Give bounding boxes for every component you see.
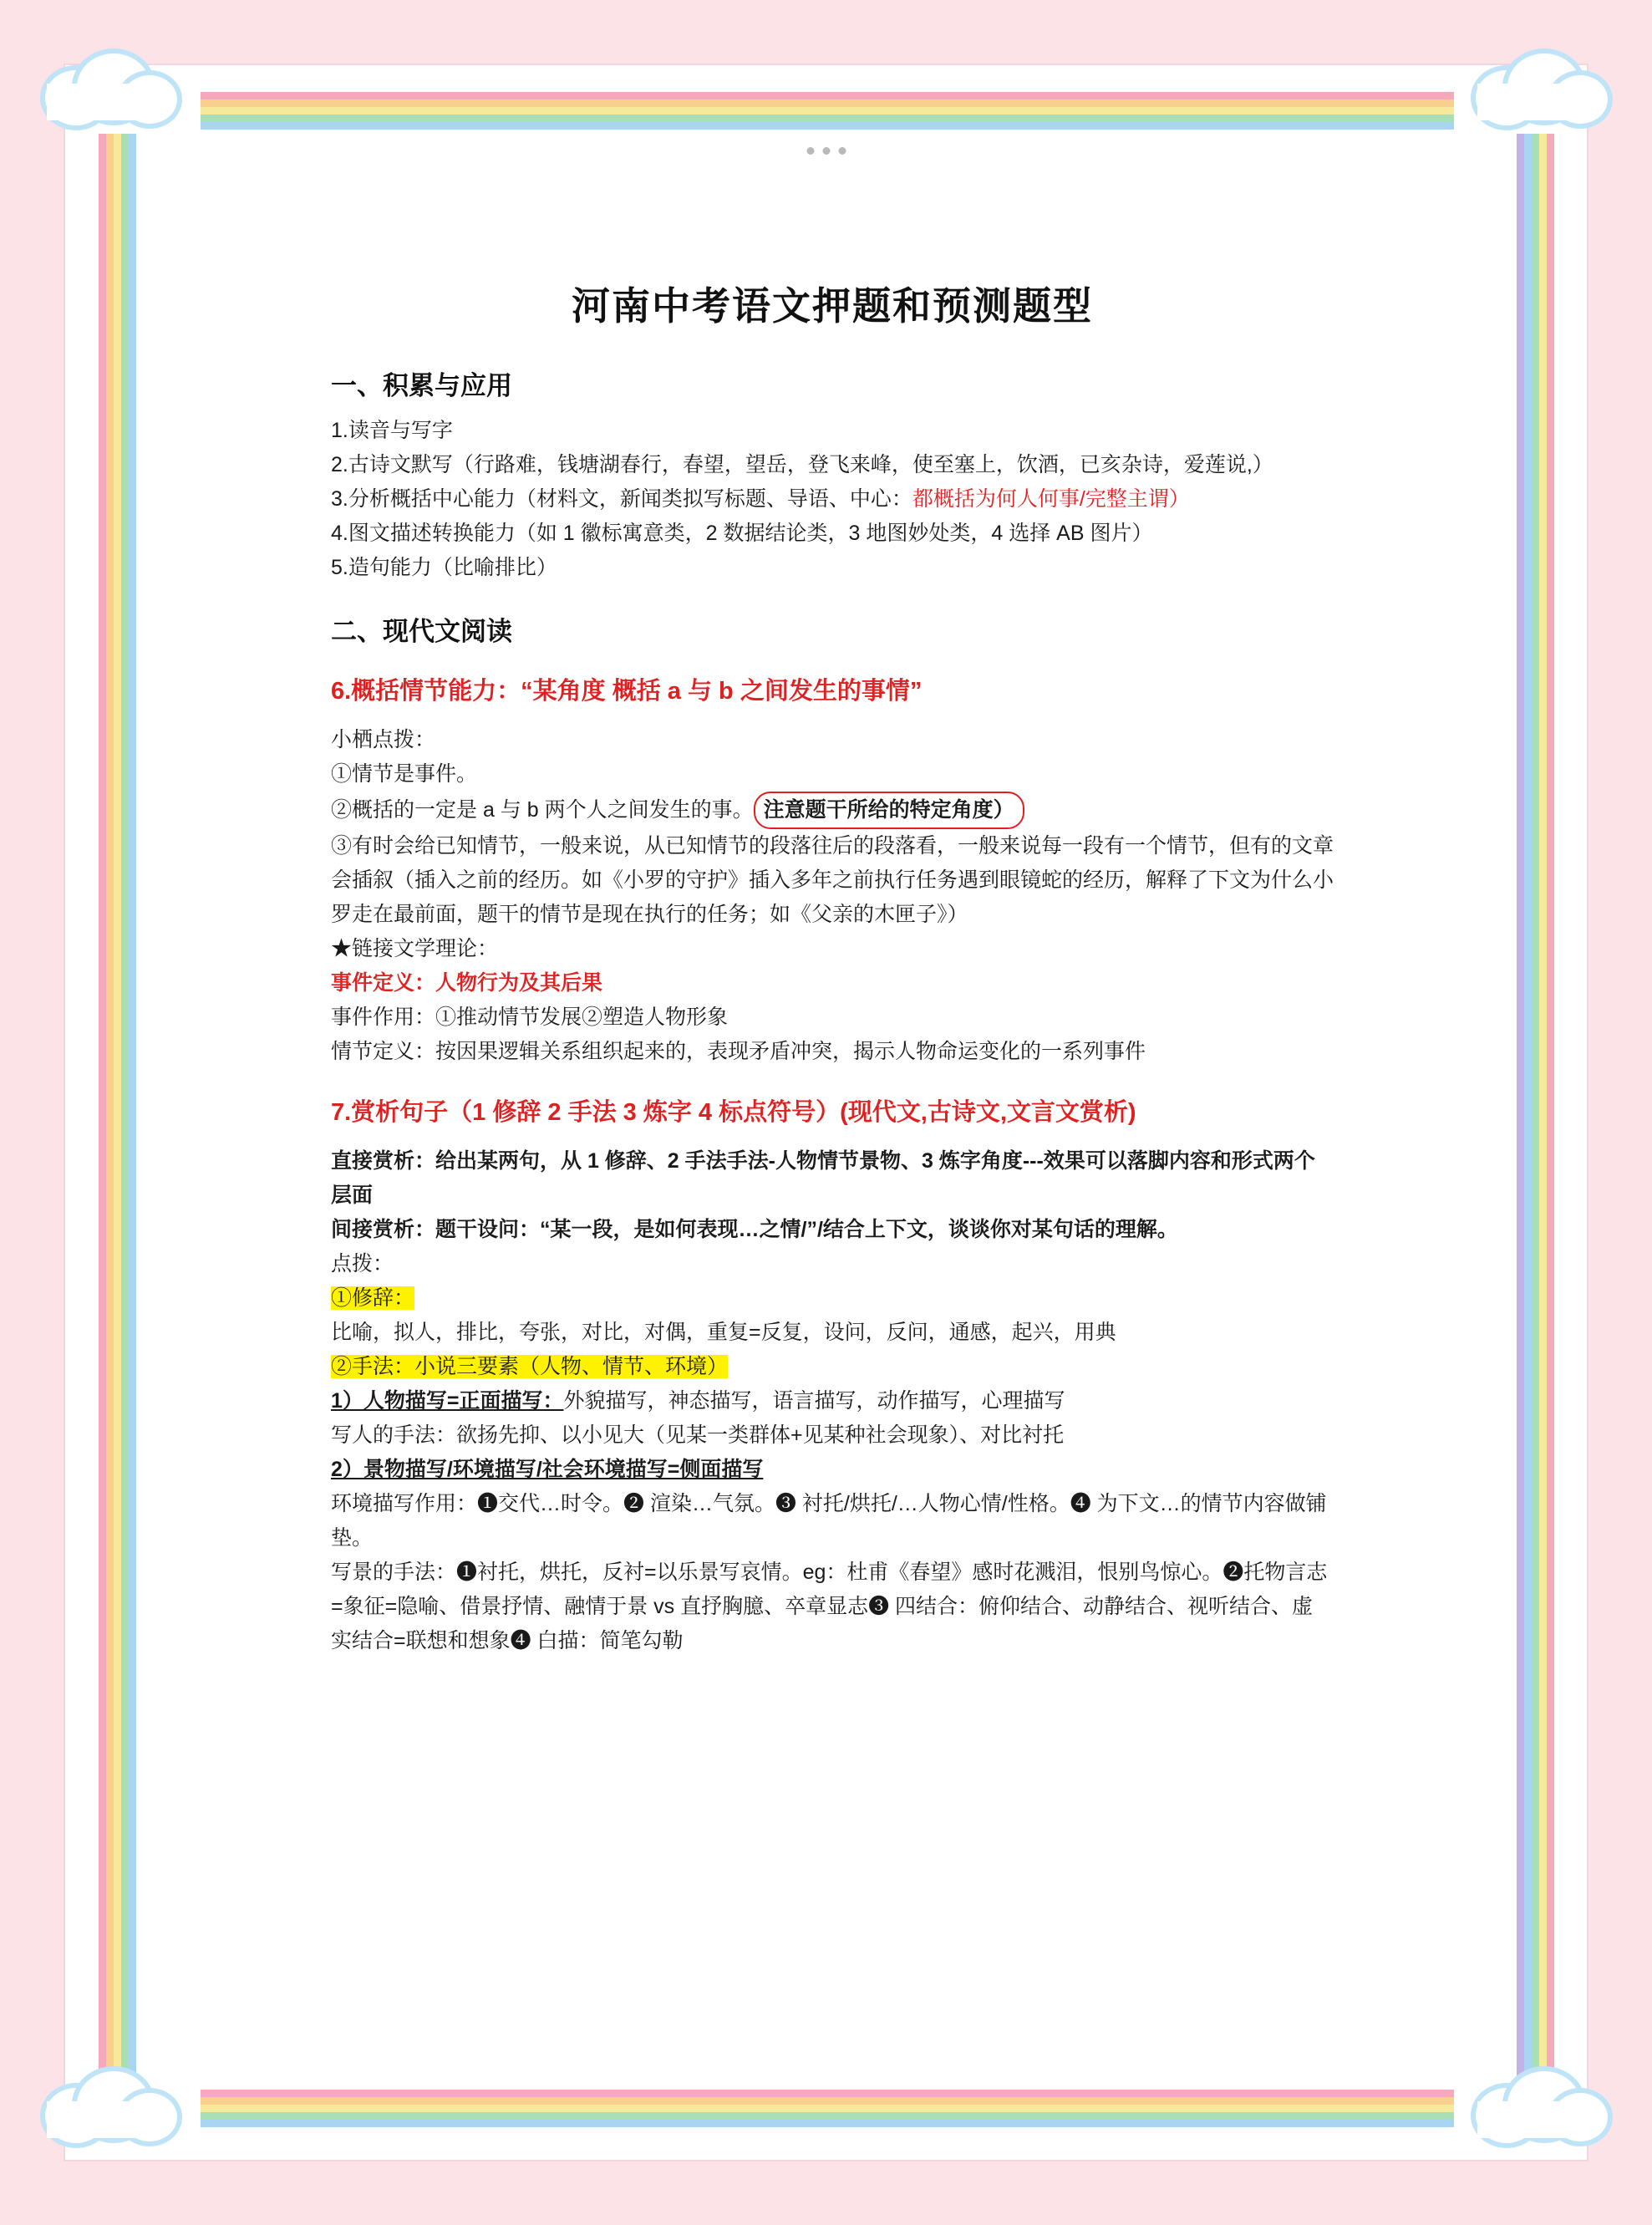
dot-3 [838,147,846,155]
dot-1 [806,147,814,155]
q7-item1-highlight: ①修辞： [331,1286,415,1310]
q7-sub1-line2: 写人的手法：欲扬先抑、以小见大（见某一类群体+见某种社会现象）、对比衬托 [331,1423,1065,1447]
more-options-icon[interactable] [806,147,846,155]
q7-indirect-text: 题干设问：“某一段，是如何表现…之情/”/结合上下文，谈谈你对某句话的理解。 [435,1218,1178,1241]
q7-direct-line [331,1144,1334,1213]
q7-sub2-line2: 写景的手法：❶衬托，烘托，反衬=以乐景写哀情。eg：杜甫《春望》感时花溅泪，恨别鸟惊心。❷托物言志=象征=隐喻、借景抒情、融情于景 vs 直抒胸臆、卒章显志❸ 四结合：俯仰结合、动静结合、视听结合、虚实结合=联想和想象❹ 白描：简笔勾勒 [331,1561,1328,1652]
q7-sub1-line [331,1384,1334,1418]
q7-indirect-label: 间接赏析： [331,1218,436,1241]
page-title: 河南中考语文押题和预测题型 [572,284,1093,328]
q6-event-definition-label: 事件定义： [331,971,436,995]
section1-line-4: 4.图文描述转换能力（如 1 徽标寓意类，2 数据结论类，3 地图妙处类，4 选择 AB 图片） [331,522,1153,545]
q6-line-3 [331,792,1334,829]
q6-line-8: 情节定义：按因果逻辑关系组织起来的，表现矛盾冲突，揭示人物命运变化的一系列事件 [331,1040,1146,1063]
q6-line-5: ★链接文学理论： [331,937,499,960]
q7-sub1-text: 外貌描写，神态描写，语言描写，动作描写，心理描写 [563,1389,1065,1413]
q7-direct-label: 直接赏析： [331,1149,436,1173]
q6-line-2: ①情节是事件。 [331,762,478,786]
q6-line-7: 事件作用：①推动情节发展②塑造人物形象 [331,1006,729,1029]
question-7-title: 7.赏析句子（1 修辞 2 手法 3 炼字 4 标点符号）(现代文,古诗文,文言文赏析) [331,1099,1136,1126]
cloud-decoration-bottom-left [40,2061,165,2141]
cloud-decoration-top-right [1471,43,1596,123]
q7-sub1-label: 1）人物描写=正面描写： [331,1389,564,1413]
q7-item2-line [331,1350,1334,1384]
q7-item2-highlight: ②手法：小说三要素（人物、情节、环境） [331,1355,729,1378]
document-body [331,276,1334,1658]
q6-event-definition-value: 人物行为及其后果 [435,971,603,995]
cloud-decoration-bottom-right [1471,2061,1596,2141]
q6-line-6 [331,966,1334,1000]
section1-line-2: 2.古诗文默写（行路难，钱塘湖春行，春望，望岳，登飞来峰，使至塞上，饮酒，已亥杂诗，爱莲说,） [331,453,1273,476]
q7-tip-label: 点拨： [331,1252,394,1275]
q6-line-3-text: ②概括的一定是 a 与 b 两个人之间发生的事。 [331,798,754,822]
q6-line-1: 小栖点拨： [331,728,436,751]
section1-line-1: 1.读音与写字 [331,419,453,442]
cloud-decoration-top-left [40,43,165,123]
section1-line-3 [331,482,1334,517]
question-6-title: 6.概括情节能力：“某角度 概括 a 与 b 之间发生的事情” [331,678,923,705]
q6-line-4: ③有时会给已知情节，一般来说，从已知情节的段落往后的段落看，一般来说每一段有一个情节，但有的文章会插叙（插入之前的经历。如《小罗的守护》插入多年之前执行任务遇到眼镜蛇的经历，解释了下文为什么小罗走在最前面，题干的情节是现在执行的任务；如《父亲的木匣子》） [331,834,1334,926]
q7-item1-text: 比喻，拟人，排比，夸张，对比，对偶，重复=反复，设问，反问，通感，起兴，用典 [331,1321,1116,1344]
q7-indirect-line [331,1213,1334,1247]
q7-sub2-line1: 环境描写作用：❶交代…时令。❷ 渲染…气氛。❸ 衬托/烘托/…人物心情/性格。❹ 为下文…的情节内容做铺垫。 [331,1492,1327,1550]
section1-line-5: 5.造句能力（比喻排比） [331,556,557,579]
section-heading-1: 一、积累与应用 [331,371,512,400]
section-heading-2: 二、现代文阅读 [331,617,512,646]
q7-item1-line [331,1281,1334,1316]
q7-sub2-label: 2）景物描写/环境描写/社会环境描写=侧面描写 [331,1458,764,1481]
q7-direct-text: 给出某两句，从 1 修辞、2 手法手法-人物情节景物、3 炼字角度---效果可以落脚内容和形式两个层面 [331,1149,1315,1207]
q6-circled-note: 注意题干所给的特定角度） [754,792,1024,829]
section1-line-3-text: 3.分析概括中心能力（材料文，新闻类拟写标题、导语、中心： [331,487,912,511]
section1-line-3-highlight: 都概括为何人何事/完整主谓） [912,487,1190,511]
dot-2 [822,147,830,155]
